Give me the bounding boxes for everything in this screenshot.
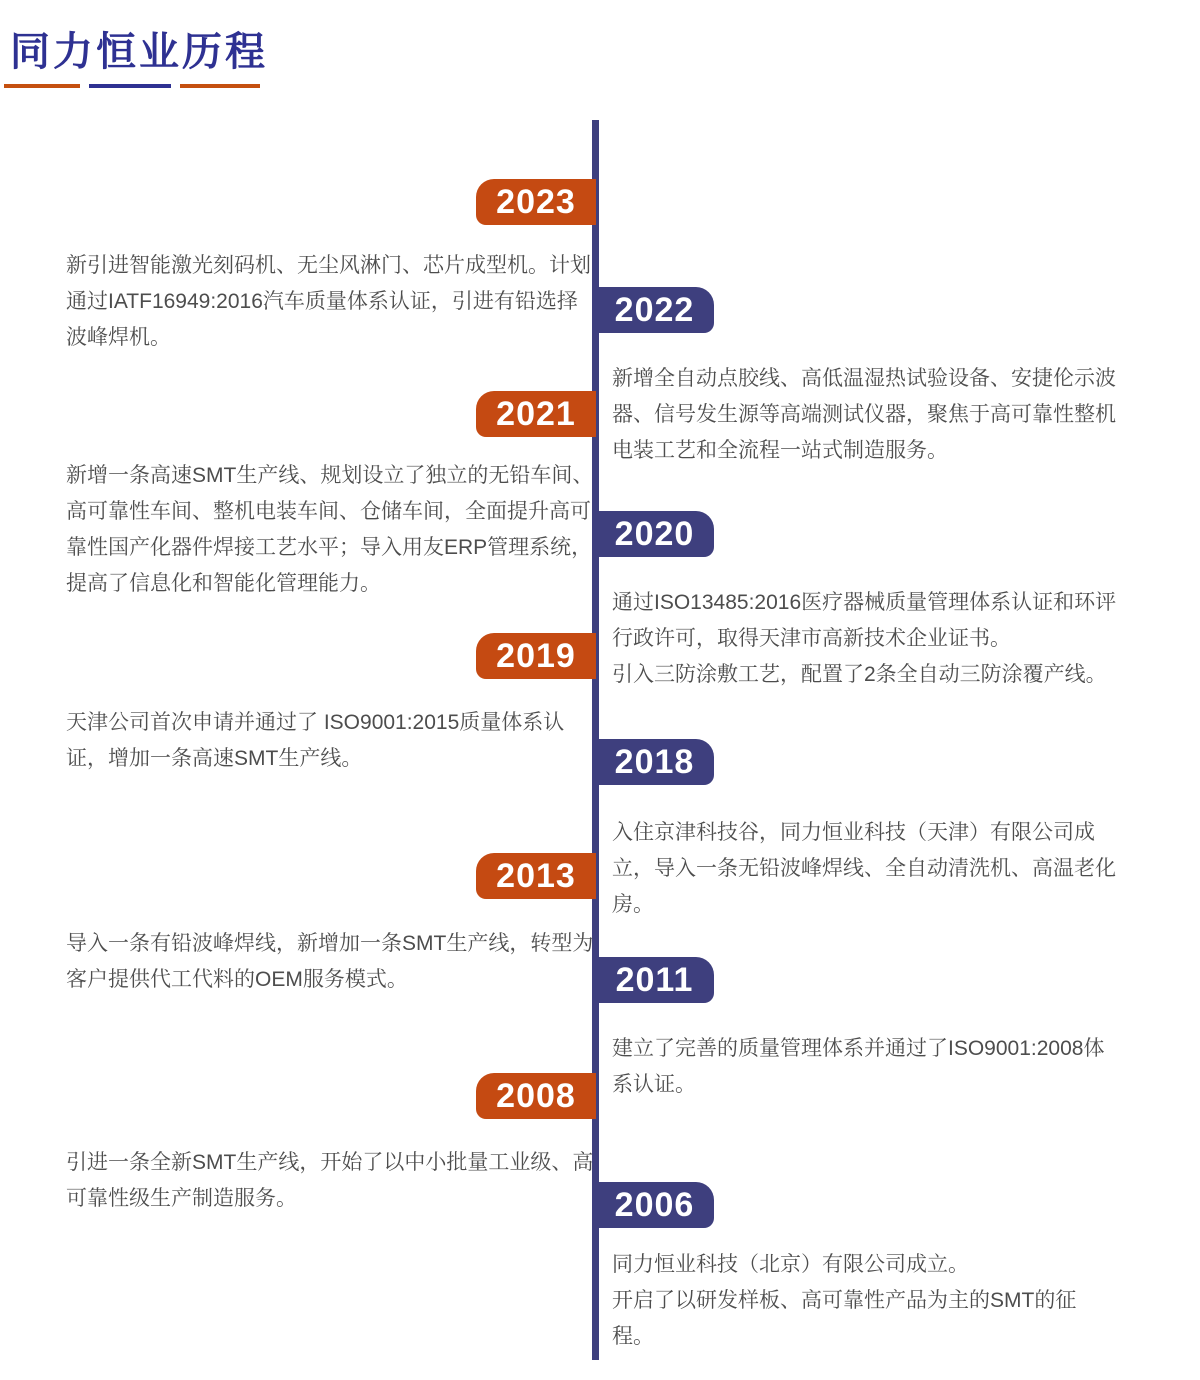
milestone-text-2018 (612, 815, 1117, 923)
milestone-paragraph: 引进一条全新SMT生产线，开始了以中小批量工业级、高可靠性级生产制造服务。 (66, 1151, 594, 1210)
milestone-text-2022 (612, 361, 1117, 469)
milestone-paragraph: 引入三防涂敷工艺，配置了2条全自动三防涂覆产线。 (612, 663, 1107, 686)
year-badge-2013 (476, 853, 596, 899)
milestone-paragraph: 建立了完善的质量管理体系并通过了ISO9001:2008体系认证。 (612, 1037, 1105, 1096)
milestone-text-2011 (612, 1031, 1117, 1103)
year-label: 2008 (496, 1076, 576, 1115)
year-badge-2011 (595, 957, 714, 1003)
milestone-paragraph: 开启了以研发样板、高可靠性产品为主的SMT的征程。 (612, 1289, 1077, 1348)
milestone-paragraph: 同力恒业科技（北京）有限公司成立。 (612, 1253, 969, 1276)
year-label: 2022 (614, 290, 695, 329)
year-label: 2023 (496, 182, 576, 221)
milestone-paragraph: 新增一条高速SMT生产线、规划设立了独立的无铅车间、高可靠性车间、整机电装车间、仓储车间，全面提升高可靠性国产化器件焊接工艺水平；导入用友ERP管理系统，提高了信息化和智能化管理能力。 (66, 464, 594, 595)
year-badge-2018 (595, 739, 714, 785)
milestone-paragraph: 导入一条有铅波峰焊线，新增加一条SMT生产线，转型为客户提供代工代料的OEM服务模式。 (66, 932, 594, 991)
milestone-text-2019 (66, 705, 594, 777)
milestone-text-2023 (66, 248, 594, 356)
year-badge-2021 (476, 391, 596, 437)
year-badge-2008 (476, 1073, 596, 1119)
page-title: 同力恒业历程 (10, 30, 268, 74)
year-label: 2020 (614, 514, 695, 553)
year-badge-2022 (595, 287, 714, 333)
year-label: 2021 (496, 394, 576, 433)
year-badge-2019 (476, 633, 596, 679)
milestone-paragraph: 新引进智能激光刻码机、无尘风淋门、芯片成型机。计划通过IATF16949:2016汽车质量体系认证，引进有铅选择波峰焊机。 (66, 254, 591, 349)
milestone-paragraph: 通过ISO13485:2016医疗器械质量管理体系认证和环评行政许可，取得天津市高新技术企业证书。 (612, 591, 1117, 650)
milestone-paragraph: 新增全自动点胶线、高低温湿热试验设备、安捷伦示波器、信号发生源等高端测试仪器，聚焦于高可靠性整机电装工艺和全流程一站式制造服务。 (612, 367, 1116, 462)
year-badge-2006 (595, 1182, 714, 1228)
year-badge-2023 (476, 179, 596, 225)
milestone-text-2008 (66, 1145, 594, 1217)
milestone-paragraph: 天津公司首次申请并通过了 ISO9001:2015质量体系认证，增加一条高速SMT生产线。 (66, 711, 565, 770)
year-label: 2018 (614, 742, 695, 781)
year-badge-2020 (595, 511, 714, 557)
year-label: 2006 (614, 1185, 695, 1224)
year-label: 2013 (496, 856, 576, 895)
year-label: 2011 (615, 960, 694, 999)
milestone-paragraph: 入住京津科技谷，同力恒业科技（天津）有限公司成立，导入一条无铅波峰焊线、全自动清洗机、高温老化房。 (612, 821, 1116, 916)
milestone-text-2006 (612, 1247, 1117, 1355)
milestone-text-2020 (612, 585, 1117, 693)
milestone-text-2021 (66, 458, 594, 602)
milestone-text-2013 (66, 926, 594, 998)
year-label: 2019 (496, 636, 576, 675)
